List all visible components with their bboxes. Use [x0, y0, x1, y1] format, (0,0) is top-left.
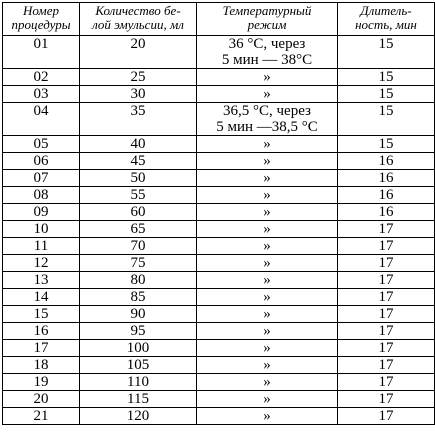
temperature-line: » — [263, 221, 271, 237]
cell-emulsion-amount: 65 — [80, 221, 197, 238]
cell-duration: 17 — [338, 272, 435, 289]
cell-procedure-number: 21 — [3, 408, 80, 425]
cell-emulsion-amount: 85 — [80, 289, 197, 306]
cell-temperature-mode — [197, 136, 338, 153]
cell-temperature-mode — [197, 69, 338, 86]
cell-temperature-mode — [197, 255, 338, 272]
cell-temperature-mode — [197, 289, 338, 306]
cell-emulsion-amount: 55 — [80, 187, 197, 204]
cell-emulsion-amount: 30 — [80, 86, 197, 103]
cell-emulsion-amount: 35 — [80, 103, 197, 136]
cell-procedure-number: 14 — [3, 289, 80, 306]
temperature-line: 36 °С, через — [228, 36, 306, 52]
cell-procedure-number: 05 — [3, 136, 80, 153]
cell-duration: 17 — [338, 306, 435, 323]
cell-procedure-number: 01 — [3, 36, 80, 69]
header-line: режим — [247, 17, 287, 32]
header-line: Температурный — [222, 3, 312, 18]
table-row — [3, 391, 435, 408]
temperature-line: » — [263, 69, 271, 85]
cell-procedure-number: 16 — [3, 323, 80, 340]
table-row — [3, 289, 435, 306]
cell-procedure-number: 12 — [3, 255, 80, 272]
temperature-line: » — [263, 272, 271, 288]
temperature-line: » — [263, 289, 271, 305]
header-emulsion-amount — [80, 3, 197, 36]
temperature-line: 36,5 °С, через — [223, 103, 311, 119]
header-line: ность, мин — [355, 17, 417, 32]
cell-procedure-number: 11 — [3, 238, 80, 255]
cell-duration: 15 — [338, 69, 435, 86]
temperature-line: » — [263, 408, 271, 424]
cell-procedure-number: 19 — [3, 374, 80, 391]
table-row — [3, 306, 435, 323]
cell-emulsion-amount: 75 — [80, 255, 197, 272]
cell-temperature-mode — [197, 153, 338, 170]
header-line: Количество бе- — [95, 3, 181, 18]
table-row — [3, 255, 435, 272]
table-row — [3, 340, 435, 357]
temperature-line: » — [263, 136, 271, 152]
table-row — [3, 221, 435, 238]
cell-temperature-mode — [197, 272, 338, 289]
temperature-line: » — [263, 391, 271, 407]
cell-duration: 17 — [338, 289, 435, 306]
cell-procedure-number: 09 — [3, 204, 80, 221]
cell-procedure-number: 08 — [3, 187, 80, 204]
cell-duration: 16 — [338, 204, 435, 221]
temperature-line: » — [263, 255, 271, 271]
header-temperature-mode — [197, 3, 338, 36]
table-row — [3, 272, 435, 289]
cell-emulsion-amount: 25 — [80, 69, 197, 86]
cell-temperature-mode — [197, 170, 338, 187]
temperature-line: » — [263, 340, 271, 356]
cell-temperature-mode — [197, 187, 338, 204]
cell-duration: 17 — [338, 238, 435, 255]
temperature-line: » — [263, 306, 271, 322]
cell-duration: 15 — [338, 86, 435, 103]
table-row — [3, 103, 435, 136]
cell-emulsion-amount: 45 — [80, 153, 197, 170]
temperature-line: » — [263, 170, 271, 186]
cell-temperature-mode — [197, 374, 338, 391]
cell-procedure-number: 02 — [3, 69, 80, 86]
table-row — [3, 357, 435, 374]
cell-procedure-number: 10 — [3, 221, 80, 238]
cell-emulsion-amount: 115 — [80, 391, 197, 408]
cell-emulsion-amount: 60 — [80, 204, 197, 221]
cell-emulsion-amount: 120 — [80, 408, 197, 425]
cell-duration: 17 — [338, 221, 435, 238]
temperature-line: » — [263, 153, 271, 169]
cell-emulsion-amount: 50 — [80, 170, 197, 187]
cell-duration: 15 — [338, 136, 435, 153]
cell-duration: 17 — [338, 340, 435, 357]
header-line: лой эмульсии, мл — [92, 17, 184, 32]
cell-temperature-mode — [197, 36, 338, 69]
cell-procedure-number: 18 — [3, 357, 80, 374]
table-row — [3, 86, 435, 103]
table-row — [3, 153, 435, 170]
temperature-line: » — [263, 323, 271, 339]
cell-emulsion-amount: 80 — [80, 272, 197, 289]
cell-temperature-mode — [197, 238, 338, 255]
cell-duration: 16 — [338, 170, 435, 187]
header-duration — [338, 3, 435, 36]
table-row — [3, 323, 435, 340]
temperature-line: 5 мин — 38°С — [221, 52, 313, 68]
cell-procedure-number: 03 — [3, 86, 80, 103]
table-row — [3, 69, 435, 86]
cell-temperature-mode — [197, 357, 338, 374]
cell-duration: 17 — [338, 323, 435, 340]
cell-emulsion-amount: 20 — [80, 36, 197, 69]
cell-procedure-number: 20 — [3, 391, 80, 408]
temperature-line: » — [263, 238, 271, 254]
cell-procedure-number: 07 — [3, 170, 80, 187]
temperature-line: 5 мин —38,5 °С — [216, 119, 318, 135]
temperature-line: » — [263, 357, 271, 373]
header-procedure-number — [3, 3, 80, 36]
temperature-line: » — [263, 187, 271, 203]
cell-duration: 16 — [338, 153, 435, 170]
cell-procedure-number: 06 — [3, 153, 80, 170]
cell-duration: 17 — [338, 408, 435, 425]
cell-emulsion-amount: 105 — [80, 357, 197, 374]
table-body — [3, 36, 435, 425]
temperature-line: » — [263, 86, 271, 102]
header-line: Длитель- — [360, 3, 412, 18]
cell-emulsion-amount: 100 — [80, 340, 197, 357]
cell-procedure-number: 13 — [3, 272, 80, 289]
cell-emulsion-amount: 95 — [80, 323, 197, 340]
cell-duration: 15 — [338, 36, 435, 69]
table-row — [3, 170, 435, 187]
temperature-line: » — [263, 204, 271, 220]
cell-temperature-mode — [197, 340, 338, 357]
table-row — [3, 374, 435, 391]
table-row — [3, 136, 435, 153]
cell-temperature-mode — [197, 204, 338, 221]
cell-temperature-mode — [197, 408, 338, 425]
cell-temperature-mode — [197, 86, 338, 103]
cell-temperature-mode — [197, 323, 338, 340]
table-row — [3, 204, 435, 221]
cell-duration: 15 — [338, 103, 435, 136]
cell-procedure-number: 04 — [3, 103, 80, 136]
cell-procedure-number: 17 — [3, 340, 80, 357]
table-row — [3, 36, 435, 69]
cell-duration: 17 — [338, 255, 435, 272]
cell-temperature-mode — [197, 391, 338, 408]
cell-emulsion-amount: 40 — [80, 136, 197, 153]
cell-emulsion-amount: 110 — [80, 374, 197, 391]
cell-temperature-mode — [197, 306, 338, 323]
cell-temperature-mode — [197, 221, 338, 238]
cell-duration: 16 — [338, 187, 435, 204]
cell-duration: 17 — [338, 391, 435, 408]
cell-temperature-mode — [197, 103, 338, 136]
header-line: процедуры — [11, 17, 71, 32]
table-row — [3, 408, 435, 425]
cell-emulsion-amount: 70 — [80, 238, 197, 255]
table-row — [3, 238, 435, 255]
cell-duration: 17 — [338, 374, 435, 391]
table-row — [3, 187, 435, 204]
header-line: Номер — [23, 3, 59, 18]
temperature-line: » — [263, 374, 271, 390]
cell-procedure-number: 15 — [3, 306, 80, 323]
table-header-row — [3, 3, 435, 36]
cell-emulsion-amount: 90 — [80, 306, 197, 323]
cell-duration: 17 — [338, 357, 435, 374]
procedure-table — [2, 2, 435, 425]
